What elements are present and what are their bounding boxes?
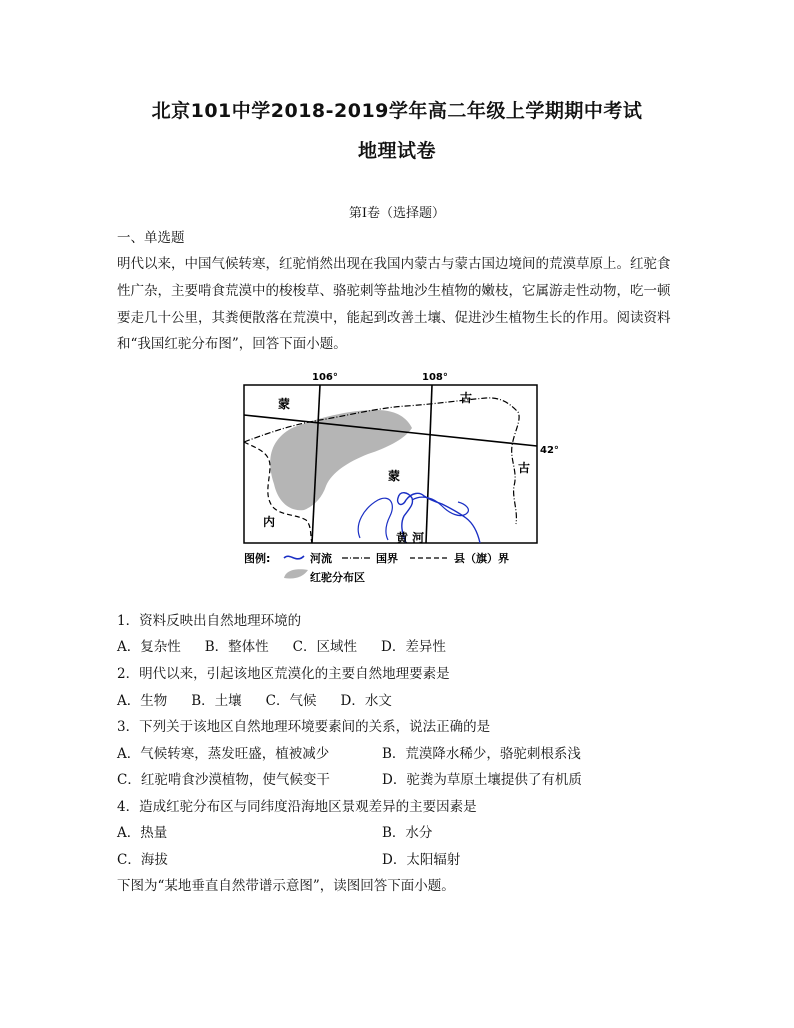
option-c[interactable]: C．气候: [265, 693, 317, 709]
lat-42-label: 42°: [540, 445, 559, 456]
place-char-gu-east: 古: [518, 461, 531, 475]
option-d[interactable]: D．水文: [340, 693, 392, 709]
option-a[interactable]: A．生物: [117, 693, 168, 709]
question-3-option-a[interactable]: A．气候转寒，蒸发旺盛，植被减少: [117, 746, 330, 762]
section-heading: 第Ⅰ卷（选择题）: [348, 206, 446, 221]
place-char-gu-north: 古: [460, 391, 473, 405]
question-4-option-b[interactable]: B．水分: [382, 825, 433, 841]
question-1-stem: 1．资料反映出自然地理环境的: [117, 613, 302, 629]
question-3-stem: 3．下列关于该地区自然地理环境要素间的关系，说法正确的是: [117, 719, 491, 735]
next-figure-intro: 下图为“某地垂直自然带谱示意图”，读图回答下面小题。: [117, 878, 455, 894]
passage-line-2: 性广杂，主要啃食荒漠中的梭梭草、骆驼刺等盐地沙生植物的嫩枝，它属游走性动物，吃一顿: [117, 283, 671, 299]
legend-camel-label: 红驼分布区: [310, 571, 365, 584]
option-a[interactable]: A．复杂性: [117, 639, 181, 655]
place-char-meng-south: 蒙: [388, 469, 401, 483]
meridian-108: [426, 385, 432, 543]
question-3-option-d[interactable]: D．驼粪为草原土壤提供了有机质: [382, 772, 582, 788]
question-4-option-d[interactable]: D．太阳辐射: [382, 852, 461, 868]
passage-line-1: 明代以来，中国气候转寒，红驼悄然出现在我国内蒙古与蒙古国边境间的荒漠草原上。红驼食: [117, 256, 671, 272]
option-c[interactable]: C．区域性: [292, 639, 358, 655]
question-2-stem: 2．明代以来，引起该地区荒漠化的主要自然地理要素是: [117, 666, 450, 682]
question-4-option-a[interactable]: A．热量: [117, 825, 168, 841]
exam-subtitle: 地理试卷: [357, 140, 436, 162]
legend-camel-symbol: [284, 569, 308, 578]
option-b[interactable]: B．整体性: [204, 639, 269, 655]
legend-river-label: 河流: [310, 552, 332, 565]
place-char-nei: 内: [263, 515, 276, 529]
part-heading: 一、单选题: [117, 230, 185, 246]
yellow-river-label: 黄 河: [396, 531, 425, 545]
passage-line-3: 要走几十公里，其粪便散落在荒漠中，能起到改善土壤、促进沙生植物生长的作用。阅读资料: [117, 310, 671, 326]
question-4-stem: 4．造成红驼分布区与同纬度沿海地区景观差异的主要因素是: [117, 799, 477, 815]
legend-border-label: 国界: [376, 552, 398, 565]
lon-108-label: 108°: [422, 372, 448, 383]
option-d[interactable]: D．差异性: [381, 639, 446, 655]
question-3-option-c[interactable]: C．红驼啃食沙漠植物，使气候变干: [117, 772, 330, 788]
question-2-options: [117, 692, 416, 710]
question-1-options: [117, 638, 470, 656]
option-b[interactable]: B．土壤: [191, 693, 242, 709]
lon-106-label: 106°: [312, 372, 338, 383]
river-loop-west: [358, 498, 392, 540]
question-4-option-c[interactable]: C．海拔: [117, 852, 168, 868]
red-camel-distribution-map: [236, 368, 566, 586]
legend-river-symbol: [284, 556, 304, 559]
question-3-option-b[interactable]: B．荒漠降水稀少，骆驼刺根系浅: [382, 746, 581, 762]
legend-county-label: 县（旗）界: [454, 552, 509, 565]
exam-title: 北京101中学2018-2019学年高二年级上学期期中考试: [151, 100, 643, 122]
legend-title: 图例:: [244, 552, 271, 565]
place-char-meng-north: 蒙: [278, 397, 291, 411]
passage-line-4: 和“我国红驼分布图”，回答下面小题。: [117, 336, 347, 352]
river-loop-east: [412, 497, 468, 515]
